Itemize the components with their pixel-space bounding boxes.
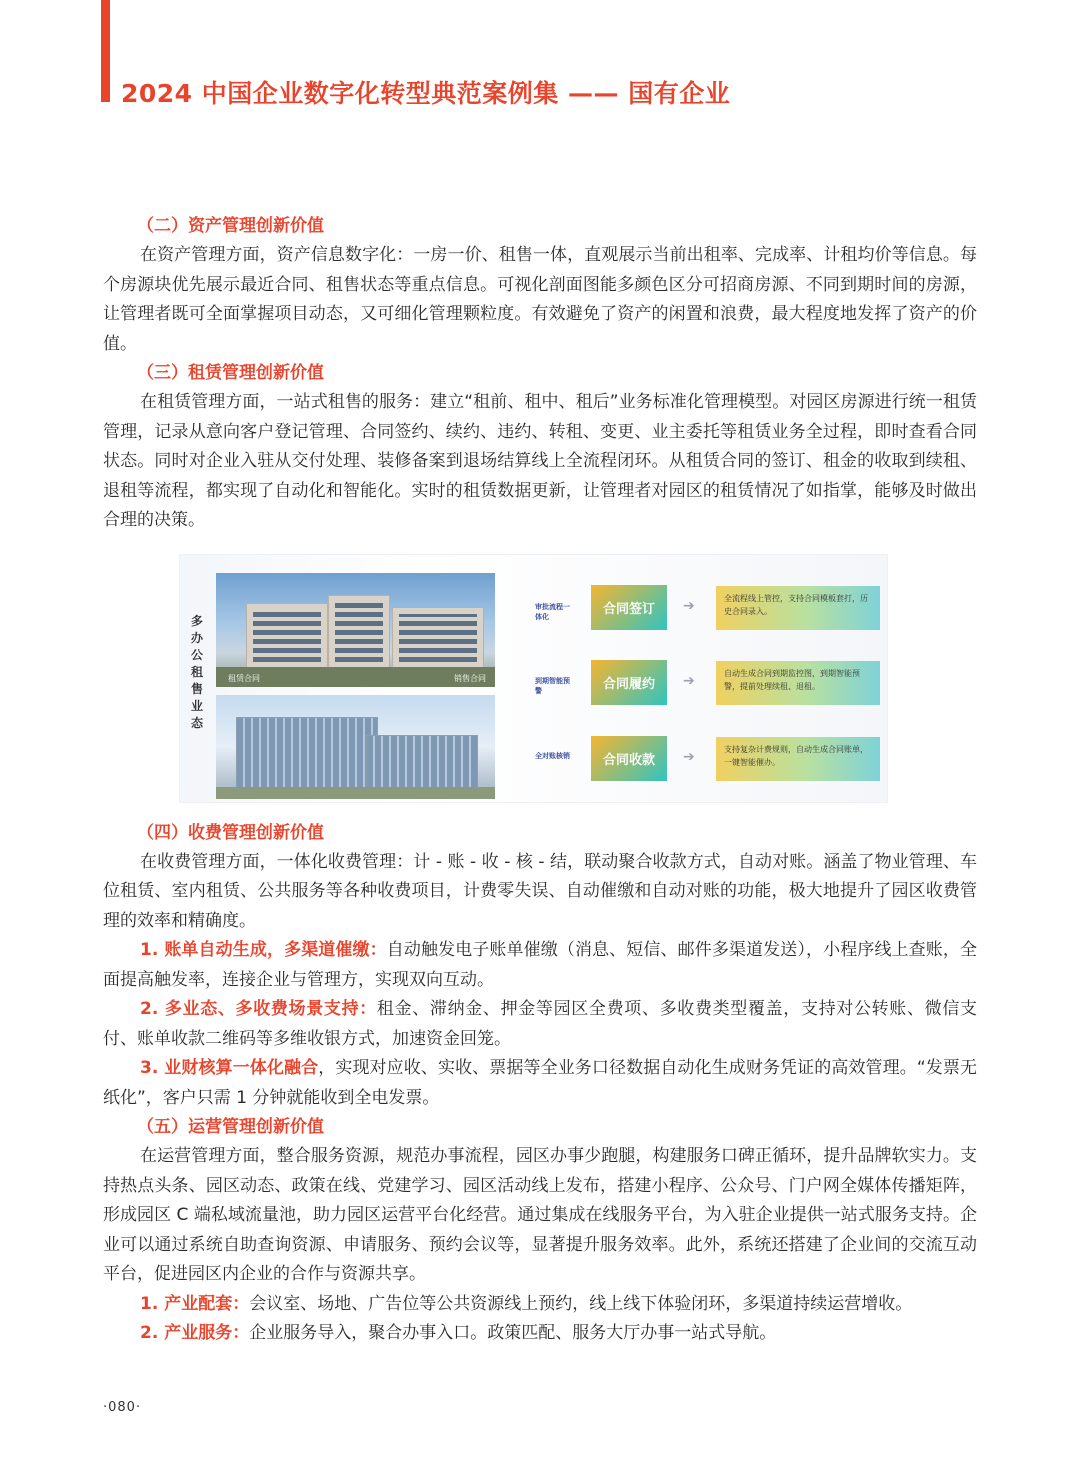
main-content — [103, 212, 977, 1349]
building-block — [328, 595, 390, 669]
billing-item-1-lead: 1. 账单自动生成，多渠道催缴： — [140, 940, 387, 960]
billing-item-3-lead: 3. 业财核算一体化融合 — [140, 1058, 319, 1078]
billing-item-3-text: ，实现对应收、实收、票据等全业务口径数据自动化生成财务凭证的高效管理。“发票无纸化”，客户只需 1 分钟就能收到全电发票。 — [103, 1058, 977, 1108]
operation-item-1-lead: 1. 产业配套： — [140, 1293, 250, 1314]
step-desc-3: 支持复杂计费规则，自动生成合同账单，一键智能催办。 — [716, 737, 880, 781]
operation-item-1-text: 会议室、场地、广告位等公共资源线上预约，线上线下体验闭环，多渠道持续运营增收。 — [249, 1293, 913, 1314]
figure-side-label: 多办公租售业态 — [190, 613, 203, 730]
operation-item-2 — [103, 1319, 977, 1349]
step-box-contract-perform: 合同履约 — [591, 660, 667, 705]
step-box-contract-collect: 合同收款 — [591, 736, 667, 781]
billing-item-2-text: 租金、滞纳金、押金等园区全费项、多收费类型覆盖，支持对公转账、微信支付、账单收款二维码等多维收银方式，加速资金回笼。 — [103, 999, 977, 1049]
billing-item-2 — [103, 995, 977, 1054]
operation-item-2-lead: 2. 产业服务： — [140, 1323, 250, 1343]
section-heading-operation: （五）运营管理创新价值 — [137, 1117, 324, 1137]
photo-caption-sale: 销售合同 — [454, 673, 486, 683]
billing-item-1-text: 自动触发电子账单催缴（消息、短信、邮件多渠道发送），小程序线上查账，全面提高触发率，连接企业与管理方，实现双向互动。 — [103, 940, 977, 990]
glass-building — [236, 717, 378, 789]
building-photo-bottom — [216, 695, 495, 799]
photo-caption-lease: 租赁合同 — [228, 673, 260, 683]
chevron-right-icon: ➔ — [683, 597, 695, 614]
paragraph-billing: 在收费管理方面，一体化收费管理：计 - 账 - 收 - 核 - 结，联动聚合收款方式，自动对账。涵盖了物业管理、车位租赁、室内租赁、公共服务等各种收费项目，计费零失误、自动催缴和自动对账的功能，极大地提升了园区收费管理的效率和精确度。 — [103, 851, 977, 931]
step-desc-1: 全流程线上管控，支持合同模板套打，历史合同录入。 — [716, 586, 880, 630]
header-accent-bar — [101, 0, 110, 102]
building-photo-top — [216, 573, 495, 687]
section-heading-billing: （四）收费管理创新价值 — [137, 822, 324, 843]
building-windows — [253, 610, 321, 662]
billing-item-1 — [103, 936, 977, 995]
building-block — [246, 603, 328, 669]
lease-process-figure — [179, 554, 888, 803]
chevron-right-icon: ➔ — [683, 748, 695, 765]
building-windows — [335, 602, 383, 662]
step-desc-2: 自动生成合同到期监控图，到期智能预警，提前处理续租、退租。 — [716, 661, 880, 705]
billing-item-2-lead: 2. 多业态、多收费场景支持： — [140, 999, 377, 1019]
glass-building — [366, 735, 478, 789]
building-block — [392, 607, 484, 669]
ground-strip — [216, 787, 495, 799]
paragraph-lease: 在租赁管理方面，一站式租售的服务：建立“租前、租中、租后”业务标准化管理模型。对园区房源进行统一租赁管理，记录从意向客户登记管理、合同签约、续约、违约、转租、变更、业主委托等租赁业务全过程，即时查看合同状态。同时对企业入驻从交付处理、装修备案到退场结算线上全流程闭环。从租赁合同的签订、租金的收取到续租、退租等流程，都实现了自动化和智能化。实时的租赁数据更新，让管理者对园区的租赁情况了如指掌，能够及时做出合理的决策。 — [103, 392, 977, 530]
chevron-right-icon: ➔ — [683, 672, 695, 689]
step-label-2: 到期智能预警 — [535, 676, 570, 695]
section-heading-lease: （三）租赁管理创新价值 — [137, 363, 324, 383]
operation-item-2-text: 企业服务导入，聚合办事入口。政策匹配、服务大厅办事一站式导航。 — [249, 1323, 777, 1343]
billing-item-3 — [103, 1054, 977, 1113]
paragraph-operation: 在运营管理方面，整合服务资源，规范办事流程，园区办事少跑腿，构建服务口碑正循环，提升品牌软实力。支持热点头条、园区动态、政策在线、党建学习、园区活动线上发布，搭建小程序、公众号、门户网全媒体传播矩阵，形成园区 C 端私域流量池，助力园区运营平台化经营。通过集成在线服务平台，为入驻企业提供一站式服务支持。企业可以通过系统自助查询资源、申请服务、预约会议等，显著提升服务效率。此外，系统还搭建了企业间的交流互动平台，促进园区内企业的合作与资源共享。 — [103, 1146, 977, 1284]
section-heading-asset: （二）资产管理创新价值 — [137, 216, 324, 236]
operation-item-1 — [103, 1290, 977, 1320]
paragraph-asset: 在资产管理方面，资产信息数字化：一房一价、租售一体，直观展示当前出租率、完成率、计租均价等信息。每个房源块优先展示最近合同、租售状态等重点信息。可视化剖面图能多颜色区分可招商房源、不同到期时间的房源，让管理者既可全面掌握项目动态，又可细化管理颗粒度。有效避免了资产的闲置和浪费，最大程度地发挥了资产的价值。 — [103, 245, 977, 354]
step-label-1: 审批流程一体化 — [535, 602, 570, 621]
building-windows — [399, 614, 477, 662]
step-label-3: 全对账核销 — [535, 751, 570, 760]
page-number: ·080· — [103, 1400, 142, 1415]
page-header-title: 2024 中国企业数字化转型典范案例集 —— 国有企业 — [121, 79, 731, 108]
step-box-contract-sign: 合同签订 — [591, 585, 667, 630]
